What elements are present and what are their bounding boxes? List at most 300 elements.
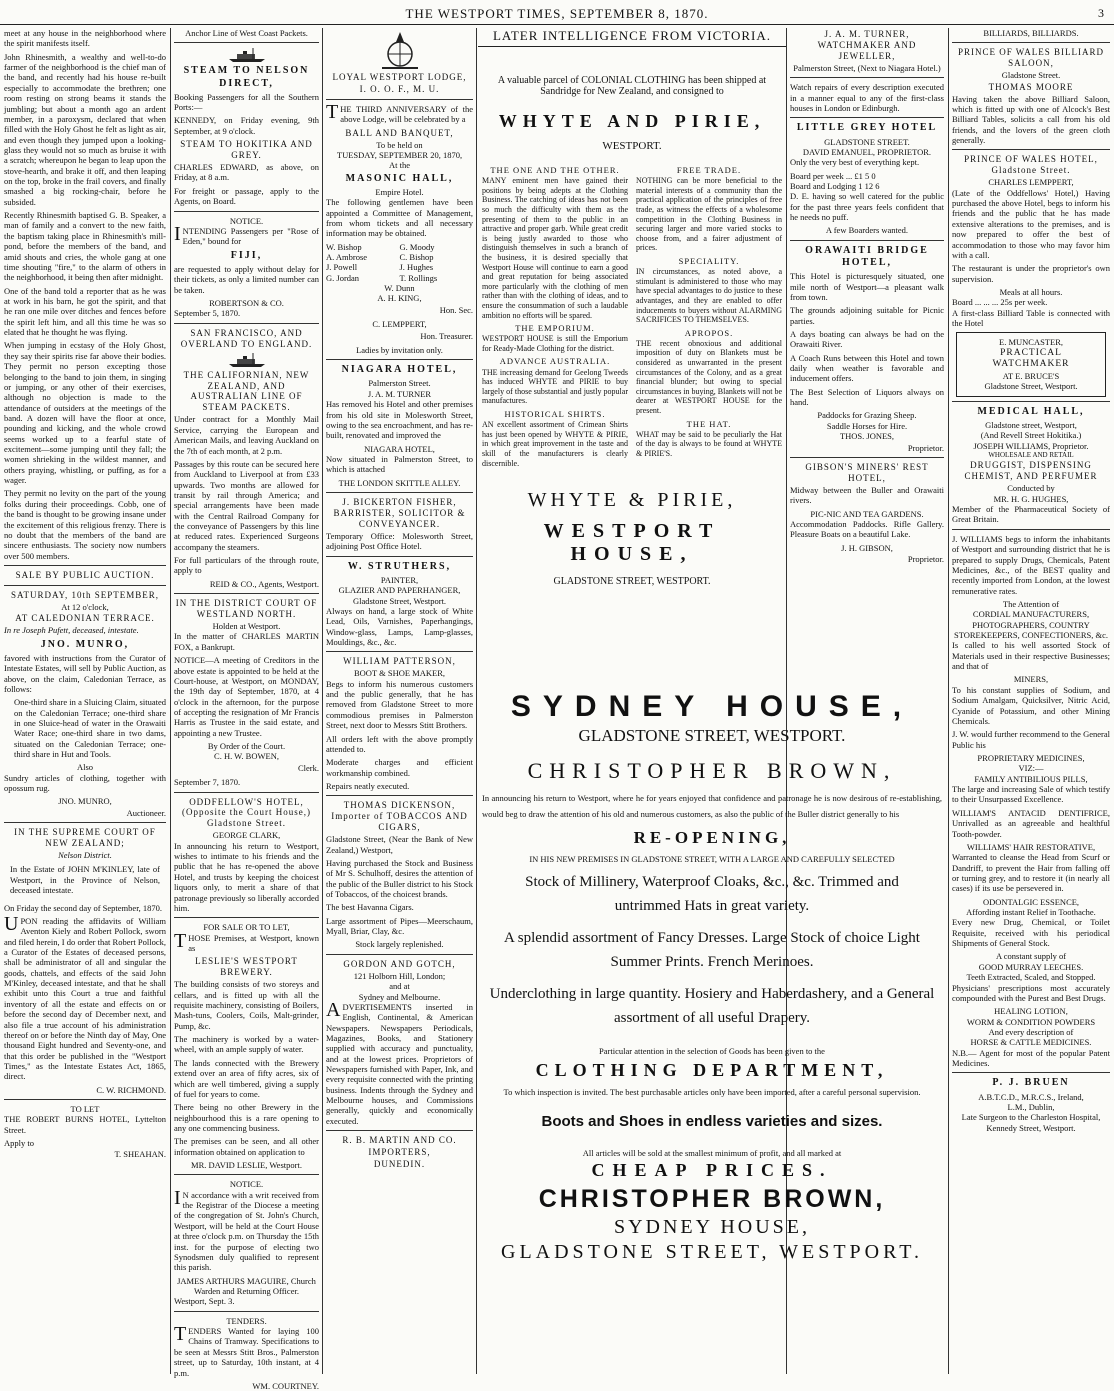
clark-name: GEORGE CLARK, — [212, 830, 281, 841]
divider — [326, 99, 473, 100]
divider — [326, 556, 473, 557]
article-heading: THE ONE AND THE OTHER. — [490, 165, 620, 175]
antacid-text: WILLIAM'S ANTACID DENTIFRICE, Unrivalled as an agreeable and healthful Tooth-powder. — [952, 807, 1110, 839]
divider — [790, 117, 944, 118]
sale-date: SATURDAY, 10th SEPTEMBER, — [10, 589, 160, 600]
article-text: THE recent obnoxious and additional imposition of duty on Blankets must be considered as unwarranted in the present circumstances of the Colony, and as a great financial blunder; but owing to special circumstances in buying, Blankets will not be dearer at WESTPORT HOUSE for the present. — [636, 338, 782, 416]
viz-label: VIZ:— — [1018, 763, 1044, 774]
niagara-hotel-name: NIAGARA HOTEL, — [364, 443, 435, 454]
courtney-signature: WM. COURTNEY. — [252, 1380, 319, 1391]
supply-label: A constant supply of — [995, 951, 1067, 962]
glazier-label: GLAZIER AND PAPERHANGER, — [338, 585, 461, 596]
lodge-heading: LOYAL WESTPORT LODGE, — [332, 72, 467, 82]
sheahan-signature: T. SHEAHAN. — [114, 1149, 166, 1160]
niagara-heading: NIAGARA HOTEL, — [341, 364, 458, 376]
cheap-prices: CHEAP PRICES. — [591, 1159, 833, 1180]
divider — [326, 651, 473, 652]
committee-names — [326, 242, 473, 283]
at-the-label: At the — [388, 160, 410, 171]
committee-name: C. Bishop — [399, 252, 434, 263]
also-label: Also — [76, 762, 94, 773]
sydney-house-name: SYDNEY HOUSE, — [613, 1215, 811, 1238]
muncaster-address: Gladstone Street, Westport. — [984, 381, 1078, 392]
sydney-address: GLADSTONE STREET, WESTPORT. — [578, 726, 846, 745]
skittle-alley: THE LONDON SKITTLE ALLEY. — [338, 477, 461, 488]
reopening-heading: RE-OPENING, — [633, 828, 791, 848]
column-rule — [948, 28, 949, 1374]
bowen-date: September 7, 1870. — [174, 777, 241, 788]
column-5 — [790, 28, 944, 1374]
committee-name: T. Rollings — [399, 272, 438, 283]
article-paragraph: They permit no levity on the part of the young folks during their proceedings. Cobb, one of the band is thought to be growing insane under the excitement of this religious frenzy. There is no doubt that the members of the band are sincere enthusiasts. The society now numbers over 500 members. — [4, 488, 166, 561]
leslie-signature: MR. DAVID LESLIE, Westport. — [191, 1160, 302, 1171]
fiji-text: are requested to apply without delay for their tickets, as only a limited number can be taken. — [174, 263, 319, 295]
gordon-text: ADVERTISEMENTS inserted in English, Continental, & American Newspapers. Newspapers Periodicals, Magazines, Books, and Stationery supplied with accuracy and punctuality, and at the lowest prices. Proprietors of Newspapers furnished with Paper, Ink, and every requisite connected with the printing business. Indents through the Sydney and Melbourne houses, and Commissions generally, quickly and economically executed. — [326, 998, 473, 1126]
seen-text: The premises can be seen, and all other information obtained on application to — [174, 1136, 319, 1157]
boots-text: Boots and Shoes in endless varieties and sizes. — [541, 1112, 883, 1130]
article-text: THE increasing demand for Geelong Tweeds has induced WHYTE and PIRIE to buy largely of those substantial and justly popular manufactures. — [482, 367, 628, 406]
havana-text: The best Havanna Cigars. — [326, 902, 414, 913]
every-label: And every description of — [988, 1026, 1074, 1037]
divider — [790, 77, 944, 78]
committee-name: A. Ambrose — [326, 252, 368, 263]
bruen-surgeon: Late Surgeon to the Charleston Hospital, — [961, 1112, 1101, 1123]
sale-time: At 12 o'clock, — [61, 601, 109, 612]
committee-name: J. Powell — [326, 262, 358, 273]
masonic-hall: MASONIC HALL, — [345, 172, 454, 184]
emanuel-text: D. E. having so well catered for the public for the past three years feels confident that he needs no puff. — [790, 191, 944, 223]
machinery-text: The machinery is worked by a water-wheel, with an ample supply of water. — [174, 1034, 319, 1055]
repairs-text: Repairs neatly executed. — [326, 780, 410, 791]
teeth-text: Teeth Extracted, Scaled, and Stopped. — [966, 972, 1096, 983]
booking-text: Booking Passengers for all the Southern Ports:— — [174, 91, 319, 113]
column-rule — [322, 28, 323, 1374]
prince-saloon-heading: PRINCE OF WALES BILLIARD SALOON, — [957, 47, 1105, 69]
westport-label: WESTPORT. — [602, 140, 662, 152]
apply-to: Apply to — [4, 1138, 34, 1149]
orders-text: All orders left with the above promptly attended to. — [326, 733, 473, 754]
medical-address: Gladstone street, Westport, — [985, 419, 1077, 430]
article-heading: THE EMPORIUM. — [515, 323, 595, 334]
freight-text: For freight or passage, apply to the Agents, on Board. — [174, 185, 319, 207]
boating-text: A days boating can always be had on the Orawaiti River. — [790, 328, 944, 350]
lands-text: The lands connected with the Brewery extend over an area of fifty acres, six of which are well timbered, giving a supply of fuel for years to come. — [174, 1057, 319, 1099]
struthers-text: Always on hand, a large stock of White Lead, Oils, Varnishes, Paperhangings, Window-glass, Lamps, Lamp-glasses, Mouldings, &c., &c. — [326, 605, 473, 648]
moderate-text: Moderate charges and efficient workmanship combined. — [326, 757, 473, 778]
steam-nelson-heading: STEAM TO NELSON DIRECT, — [183, 65, 310, 89]
palmerston-street: Palmerston Street. — [368, 378, 431, 389]
king-signature: A. H. KING, — [377, 293, 422, 304]
holden-label: Holden at Westport. — [212, 621, 281, 632]
inspection-text: To which inspection is invited. The best purchasable articles only have been imported, after a careful personal supervision. — [503, 1087, 921, 1098]
articles-right — [636, 162, 782, 471]
prescriptions-text: Physicians' prescriptions most accurately compounded with the Purest and Best Drugs. — [952, 982, 1110, 1003]
practical-watchmaker: PRACTICAL WATCHMAKER — [992, 347, 1070, 370]
clerk-label: Clerk. — [297, 762, 319, 773]
divider — [326, 1130, 473, 1131]
bruen-heading: P. J. BRUEN — [992, 1077, 1070, 1089]
niagara-text: Has removed his Hotel and other premises from his old site in Molesworth Street, owing to the sea encroachment, and has re-built, renovated and improved the — [326, 399, 473, 441]
divider — [326, 492, 473, 493]
patterson-text: Begs to inform his numerous customers and the public generally, that he has removed from Gladstone Street to more commodious premises in Palmerston Street, next door to Messrs Stitt Brothers. — [326, 678, 473, 731]
premises-text: IN HIS NEW PREMISES IN GLADSTONE STREET, WITH A LARGE AND CAREFULLY SELECTED — [529, 854, 895, 865]
brown-address: GLADSTONE STREET, WESTPORT. — [501, 1240, 923, 1263]
article-paragraph: One of the band told a reporter that as he was at work in his barn, he got the spirit, and that he ran one mile over ditches and fences before the spirit left him, and all this time he was so elated that he thought he was flying. — [4, 285, 166, 338]
lemppert-name: CHARLES LEMPPERT, — [988, 177, 1074, 188]
no-other-text: There being no other Brewery in the neighbourhood this is a rare opening to any one commencing business. — [174, 1102, 319, 1133]
anchor-line: Anchor Line of West Coast Packets. — [185, 28, 308, 38]
gordon-heading: GORDON AND GOTCH, — [343, 958, 456, 969]
painter-label: PAINTER, — [380, 574, 419, 585]
divider — [174, 792, 319, 793]
steam-hokitika-heading: STEAM TO HOKITIKA AND GREY. — [180, 139, 313, 161]
notice-heading: NOTICE. — [229, 215, 264, 226]
watch-text: Watch repairs of every description executed in a manner equal to any of the first-class houses in London or Edinburgh. — [790, 82, 944, 113]
replenished-text: Stock largely replenished. — [355, 939, 444, 950]
muncaster-box — [956, 332, 1106, 396]
grounds-text: The grounds adjoining suitable for Picnic parties. — [790, 305, 944, 326]
committee-name: G. Moody — [399, 241, 435, 252]
fancy-text: A splendid assortment of Fancy Dresses. Large Stock of choice Light Summer Prints. French Merinoes. — [504, 930, 920, 971]
divider — [326, 359, 473, 360]
ladies-note: Ladies by invitation only. — [356, 344, 443, 355]
court-signature: C. W. RICHMOND. — [96, 1084, 166, 1095]
lemppert-text: (Late of the Oddfellows' Hotel,) Having purchased the above Hotel, begs to inform his friends and the public that he has made extensive alterations to the premises, and is now prepared to offer the best of accommodation to those who may favor him with a call. — [952, 187, 1110, 260]
hokitika-address: (And Revell Street Hokitika.) — [980, 430, 1082, 441]
article-text: AN excellent assortment of Crimean Shirts has just been opened by WHYTE & PIRIE, in which great improvement in the taste and skill of the manufacturers is clearly discernible. — [482, 420, 628, 468]
kennedy-sailing: KENNEDY, on Friday evening, 9th September, at 9 o'clock. — [174, 115, 319, 136]
sydney-melbourne: Sydney and Melbourne. — [358, 991, 441, 1002]
saddle-text: Saddle Horses for Hire. — [826, 420, 908, 431]
divider — [174, 917, 319, 918]
whyte-address: GLADSTONE STREET, WESTPORT. — [553, 576, 711, 588]
patterson-heading: WILLIAM PATTERSON, — [343, 656, 456, 667]
horse-heading: HORSE & CATTLE MEDICINES. — [970, 1037, 1092, 1048]
jones-signature: THOS. JONES, — [839, 431, 895, 442]
article-text: WESTPORT HOUSE is still the Emporium for Ready-Made Clothing for the district. — [482, 334, 628, 353]
hon-treasurer-label: Hon. Treasurer. — [420, 330, 473, 341]
committee-text: The following gentlemen have been appointed a Committee of Management, from whom tickets and all necessary information may be obtained. — [326, 197, 473, 239]
and-at-label: and at — [389, 981, 410, 992]
robertson-date: September 5, 1870. — [174, 308, 241, 319]
ball-heading: BALL AND BANQUET, — [345, 127, 454, 138]
munro-list: One-third share in a Sluicing Claim, situated on the Caledonian Terrace; one-third share in one Sluice-head of water in the Orawaiti Water Race; one-third share in two dams, situated on the Caledonian Terrace; one-third share in Hut and Tools. — [14, 697, 166, 760]
divider — [174, 593, 319, 594]
article-heading: HISTORICAL SHIRTS. — [504, 409, 606, 420]
pipes-text: Large assortment of Pipes—Meerschaum, Myall, Briar, Clay, &c. — [326, 915, 473, 937]
column-2 — [174, 28, 319, 1391]
clark-text: In announcing his return to Westport, wishes to intimate to his friends and the public that he has re-opened the above Hotel, and trusts by keeping the choicest liquors only, to merit a share of that patronage previously so liberally accorded him. — [174, 840, 319, 913]
article-paragraph: John Rhinesmith, a wealthy and well-to-do farmer of the neighborhood is the chief man of the band, and recently had his house re-built especially to accommodate the brethren; one room resting on strong beams it stands the jumbling; but about a month ago an ardent member, in a paroxysm, declared that when filled with the Holy Ghost he felt as light as air, and even though they jumped upon a looking-glass they would not so much as bruise it with a scratch; whereupon he began to leap upon the stove-hearth, and brake it off, and then leaping on the top, broke in the frail covers, and finally smashed a big rocking-chair, before he subsided. — [4, 51, 166, 207]
brown-name: CHRISTOPHER BROWN, — [538, 1184, 886, 1213]
burns-hotel: THE ROBERT BURNS HOTEL, Lyttelton Street. — [4, 1114, 166, 1135]
divider — [952, 529, 1110, 530]
particulars-text: For full particulars of the through route, apply to — [174, 555, 319, 576]
called-text: Is called to his well assorted Stock of Materials used in their respective Businesses; and that of — [952, 640, 1110, 672]
committee-name: W. Dunn — [384, 283, 415, 294]
divider — [326, 954, 473, 955]
picnic-heading: PIC-NIC AND TEA GARDENS. — [810, 508, 924, 519]
recommend-text: J. W. would further recommend to the General Public his — [952, 729, 1110, 750]
divider — [4, 565, 166, 566]
munro-signature: JNO. MUNRO, — [58, 796, 112, 807]
sydney-house-heading: SYDNEY HOUSE, — [510, 690, 914, 723]
pills-text: The large and increasing Sale of which testify to their Unsurpassed Excellence. — [952, 784, 1110, 805]
importers-label: IMPORTERS, — [368, 1147, 431, 1158]
wholesale-label: WHOLESALE AND RETAIL — [988, 450, 1074, 459]
court-order-text: UPON reading the affidavits of William Aventon Kiely and Robert Pollock, sworn and filed herein, I do order that Robert Pollock, a Curator of the Estates of deceased persons, shall be administrator of all and singular the goods, chattels, and effects of the said John M'Kinley, deceased intestate, and that he shall exhibit unto this Court a true and faithful inventory of all the estate and effects on or before the second day of December next, and also file a true account of his administration thereof on or before the Ninth day of May, One thousand Eight hundred and Seventy-one, and that this order be published in the "Westport Times," as the Intestate Estates Act, 1865, direct. — [4, 912, 166, 1082]
prince-hotel-heading: PRINCE OF WALES HOTEL, Gladstone Street. — [964, 154, 1098, 176]
divider — [952, 149, 1110, 150]
boarders-wanted: A few Boarders wanted. — [825, 225, 909, 236]
miners-heading: MINERS, — [1013, 674, 1049, 685]
attention-label: The Attention of — [1002, 598, 1060, 609]
divider — [952, 401, 1110, 402]
maguire-signature: JAMES ARTHURS MAGUIRE, Church Warden and Returning Officer. — [177, 1275, 316, 1296]
steamship-icon — [227, 352, 267, 368]
writ-text: IN accordance with a writ received from the Registrar of the Diocese a meeting of the congregation of St. John's Church, Westport, will be held at the Court House at three o'clock p.m. on Thursday the 15th inst. for the purpose of electing two Synodsmen duly qualified to represent this parish. — [174, 1186, 319, 1273]
healing-heading: HEALING LOTION, — [994, 1006, 1068, 1017]
divider — [326, 795, 473, 796]
miners-text: To his constant supplies of Sodium, and Sodium Amalgam, Quicksilver, Nitric Acid, Cyanide of Potassium, and other Mining Chemicals. — [952, 684, 1110, 726]
druggist-heading: DRUGGIST, DISPENSING CHEMIST, AND PERFUMER — [964, 460, 1098, 482]
hon-sec-label: Hon. Sec. — [439, 304, 473, 315]
restorative-heading: WILLIAMS' HAIR RESTORATIVE, — [966, 841, 1096, 852]
board-week-price: Board per week ... £1 5 0 — [790, 170, 876, 181]
meals-text: Meals at all hours. — [999, 286, 1063, 297]
steamship-icon — [227, 47, 267, 63]
to-let-heading: TO LET — [70, 1104, 100, 1115]
sale-let-heading: FOR SALE OR TO LET, — [203, 922, 290, 933]
divider — [4, 585, 166, 586]
sale-in-re: In re Joseph Pufett, deceased, intestate. — [4, 625, 139, 636]
supreme-court-heading: IN THE SUPREME COURT OF NEW ZEALAND; — [14, 827, 156, 849]
district-court-heading: IN THE DISTRICT COURT OF WESTLAND NORTH. — [175, 598, 318, 620]
clothing-department: CLOTHING DEPARTMENT, — [535, 1060, 889, 1081]
bruce-label: AT E. BRUCE'S — [1002, 370, 1060, 381]
billiard-table-text: A first-class Billiard Table is connected with the Hotel — [952, 307, 1110, 329]
whyte-pirie-name: WHYTE & PIRIE, — [527, 489, 737, 512]
whyte-articles — [478, 162, 786, 471]
munro-heading: JNO. MUNRO, — [40, 638, 130, 650]
affording-text: Affording instant Relief in Toothache. — [966, 907, 1096, 918]
bootmaker-label: BOOT & SHOE MAKER, — [354, 668, 445, 679]
divider — [790, 457, 944, 458]
tenders-text: TENDERS Wanted for laying 100 Chains of Tramway. Specifications to be seen at Messrs Stitt Bros., Palmerston street, up to Saturday, 10th instant, at 4 p.m. — [174, 1323, 319, 1378]
sundry-articles: Sundry articles of clothing, together with opossum rug. — [4, 772, 166, 794]
article-heading: FREE TRADE. — [676, 165, 742, 175]
article-text: IN circumstances, as noted above, a stimulant is administered to those who may have special advantages to do justice to these advantages, and they are enabled to offer inducements to buyers without ALARMING SACRIFICES TO THEMSELVES. — [636, 267, 782, 325]
later-intelligence-heading: LATER INTELLIGENCE FROM VICTORIA. — [478, 28, 786, 47]
page-number: 3 — [1098, 6, 1104, 20]
bruen-address: Kennedy Street, Westport. — [986, 1122, 1076, 1133]
article-text: NOTHING can be more beneficial to the material interests of a community than the practical application of the principles of free trade, as witness the effects of a wholesome competition in the Clothing Business in securing larger and more varied stocks to choose from, and a fairer adjustment of prices. — [636, 176, 782, 253]
creditors-notice: NOTICE—A meeting of Creditors in the above estate is appointed to be held at the Court-house, at Westport, on MONDAY, the 19th day of September, 1870, at 4 o'clock in the afternoon, for the purpose of accepting the resignation of Mr Francis Harris as Trustee in the said estate, and appointing a new Trustee. — [174, 655, 319, 738]
bankrupt-matter: In the matter of CHARLES MARTIN FOX, a Bankrupt. — [174, 631, 319, 652]
dickenson-heading: THOMAS DICKENSON, Importer of TOBACCOS AND CIGARS, — [331, 800, 468, 833]
brown-heading: CHRISTOPHER BROWN, — [527, 758, 897, 783]
divider — [174, 1311, 319, 1312]
article-text: MANY eminent men have gained their positions by being adepts at the Clothing Business. The catching of ideas has not been so much the difficulty with them as the presenting of them to the public in an attractive and proper garb. While great credit is being justly awarded to those who distinguish themselves in such a branch of the business, it is desired specially that Westport House will continue to earn a good and great reputation for being associated more particularly with the clothing of men rather than with the clothing of ideas, and to ensure the consummation of such a laudable ambition no efforts will be spared. — [482, 176, 628, 320]
edward-sailing: CHARLES EDWARD, as above, on Friday, at 8 a.m. — [174, 162, 319, 183]
divider — [790, 240, 944, 241]
only-best-text: Only the very best of everything kept. — [790, 157, 920, 168]
newspaper-title: THE WESTPORT TIMES, SEPTEMBER 8, 1870. — [405, 6, 709, 21]
board-lodging-price: Board and Lodging 1 12 6 — [790, 180, 880, 191]
particular-text: Particular attention in the selection of Goods has been given to the — [599, 1046, 825, 1057]
paddocks-text: Paddocks for Grazing Sheep. — [817, 410, 917, 421]
bowen-signature: C. H. W. BOWEN, — [214, 751, 279, 762]
dickenson-address: Gladstone Street, (Near the Bank of New Zealand,) Westport, — [326, 834, 473, 855]
intending-text: INTENDING Passengers per "Rose of Eden," bound for — [174, 222, 319, 247]
divider — [174, 1174, 319, 1175]
tenders-heading: TENDERS. — [226, 1315, 267, 1326]
court-date: On Friday the second day of September, 1870. — [4, 902, 163, 913]
masthead — [0, 0, 1114, 25]
westport-house: WESTPORT HOUSE, — [543, 520, 721, 566]
column-1 — [4, 28, 166, 1374]
fiji-heading: FIJI, — [230, 249, 263, 261]
column-rule — [476, 28, 477, 1374]
article-paragraph: meet at any house in the neighborhood where the spirit manifests itself. — [4, 28, 166, 49]
struthers-heading: W. STRUTHERS, — [347, 560, 452, 572]
oddfellows-heading: ODDFELLOW'S HOTEL, (Opposite the Court House,) Gladstone Street. — [182, 796, 311, 829]
article-text: WHAT may be said to be peculiarly the Hat of the day is always to be found at WHYTE & PIRIE'S. — [636, 429, 782, 458]
member-text: Member of the Pharmaceutical Society of Great Britain. — [952, 504, 1110, 525]
under-text: Underclothing in large quantity. Hosiery and Haberdashery, and a General assortment of all useful Drapery. — [489, 986, 935, 1027]
parcel-text: A valuable parcel of COLONIAL CLOTHING has been shipped at Sandridge for New Zealand, and consigned to — [497, 75, 767, 97]
robertson-signature: ROBERTSON & CO. — [209, 297, 284, 308]
maguire-date: Westport, Sept. 3. — [174, 1296, 235, 1307]
situated-text: Now situated in Palmerston Street, to which is attached — [326, 453, 473, 475]
committee-name: J. Hughes — [399, 262, 434, 273]
struthers-address: Gladstone Street, Westport. — [352, 595, 447, 606]
martin-heading: R. B. MARTIN AND CO. — [342, 1135, 457, 1146]
tuesday-date: TUESDAY, SEPTEMBER 20, 1870, — [336, 149, 463, 160]
all-articles-text: All articles will be sold at the smallest minimum of profit, and all marked at — [582, 1147, 842, 1158]
anniversary-text: THE THIRD ANNIVERSARY of the above Lodge, will be celebrated by a — [326, 100, 473, 125]
divider — [174, 42, 319, 43]
auctioneer-label: Auctioneer. — [126, 807, 166, 818]
drug-text: Every new Drug, Chemical, or Toilet Requisite, received with his periodical Shipments of General Stock. — [952, 917, 1110, 949]
proprietor-label: Proprietor. — [907, 442, 944, 453]
turner-heading: J. A. M. TURNER, WATCHMAKER AND JEWELLER, — [817, 29, 917, 61]
premises-text: THOSE Premises, at Westport, known as — [174, 929, 319, 953]
leeches-heading: GOOD MURRAY LEECHES. — [978, 961, 1084, 972]
board-price: Board ... ... ... 25s per week. — [952, 297, 1048, 308]
divider — [952, 42, 1110, 43]
saloon-address: Gladstone Street. — [1001, 70, 1061, 81]
bruen-qualifications: A.B.T.C.D., M.R.C.S., Ireland, — [978, 1091, 1084, 1102]
dickenson-text: Having purchased the Stock and Business of Mr S. Schulhoff, desires the attention of the public of the Buller district to his Stock of Tobaccos, of the choicest brands. — [326, 857, 473, 900]
article-paragraph: Recently Rhinesmith baptised G. B. Speaker, a man of family and a convert to the new faith, the baptism taking place in Rhinesmith's mill-pond, before the members of the band, and amid shouts and cries, the whole gang at one time shouting "fire," to the alarm of others in the neighborhood, it being then after midnight. — [4, 210, 166, 283]
court-district: Nelson District. — [58, 850, 112, 861]
sale-title: SALE BY PUBLIC AUCTION. — [15, 569, 155, 580]
fisher-heading: J. BICKERTON FISHER, BARRISTER, SOLICITOR & CONVEYANCER. — [333, 497, 466, 529]
turner-name: J. A. M. TURNER — [367, 388, 432, 399]
whyte-pirie-heading: WHYTE AND PIRIE, — [498, 111, 766, 131]
held-label: To be held on — [376, 139, 423, 150]
hughes-name: MR. H. G. HUGHES, — [993, 493, 1069, 504]
column-3 — [326, 28, 473, 1374]
by-order: By Order of the Court. — [207, 741, 286, 752]
bruen-lm: L.M., Dublin, — [1007, 1101, 1055, 1112]
san-francisco-heading: SAN FRANCISCO, AND OVERLAND TO ENGLAND. — [180, 327, 313, 349]
divider — [4, 822, 166, 823]
divider — [174, 211, 319, 212]
conducted-label: Conducted by — [1007, 483, 1055, 494]
committee-name: G. Jordan — [326, 272, 360, 283]
cordial-heading: CORDIAL MANUFACTURERS, PHOTOGRAPHERS, COUNTRY STOREKEEPERS, CONFECTIONERS, &c. — [953, 609, 1109, 641]
emanuel-name: DAVID EMANUEL, PROPRIETOR. — [802, 146, 932, 157]
proprietary-heading: PROPRIETARY MEDICINES, — [977, 752, 1085, 763]
court-estate: In the Estate of JOHN M'KINLEY, late of Westport, in the Province of Nelson, deceased intestate. — [10, 864, 160, 896]
article-heading: APROPOS. — [684, 327, 734, 338]
californian-heading: THE CALIFORNIAN, NEW ZEALAND, AND AUSTRALIAN LINE OF STEAM PACKETS. — [183, 369, 310, 413]
brewery-text: The building consists of two storeys and cellars, and is fitted up with all the requisite machinery, consisting of Boilers, Mash-tuns, Coolers, Coils, Malt-grinder, Pump, &c. — [174, 979, 319, 1031]
column-6 — [952, 28, 1110, 1374]
restorative-text: Warranted to cleanse the Head from Scurf or Dandriff, to prevent the Hair from falling off or turning grey, and to restore it (in nearly all cases) if its use be persevered in. — [952, 852, 1110, 894]
sale-place: AT CALEDONIAN TERRACE. — [15, 613, 155, 624]
liquors-text: The Best Selection of Liquors always on hand. — [790, 386, 944, 408]
iooof-heading: I. O. O. F., M. U. — [359, 83, 440, 94]
coach-text: A Coach Runs between this Hotel and town daily when weather is favorable and inducement offers. — [790, 352, 944, 384]
stock-text: Stock of Millinery, Waterproof Cloaks, &c., &c. Trimmed and untrimmed Hats in great variety. — [525, 874, 899, 915]
notice2-heading: NOTICE. — [229, 1179, 264, 1190]
restaurant-text: The restaurant is under the proprietor's own supervision. — [952, 263, 1110, 284]
little-grey-address: GLADSTONE STREET. — [824, 136, 910, 147]
empire-hotel: Empire Hotel. — [375, 186, 424, 197]
dunedin-label: DUNEDIN. — [373, 1159, 426, 1170]
turner-address: Palmerston Street, (Next to Niagara Hotel.) — [793, 62, 941, 73]
little-grey-heading: LITTLE GREY HOTEL — [796, 122, 938, 134]
divider — [952, 1072, 1110, 1073]
moore-name: THOMAS MOORE — [988, 81, 1074, 92]
gibson-proprietor: Proprietor. — [907, 553, 944, 564]
williams-proprietor: JOSEPH WILLIAMS, Proprietor. — [973, 440, 1089, 451]
brewery-heading: LESLIE'S WESTPORT BREWERY. — [195, 956, 298, 978]
accommodation-text: Accommodation Paddocks. Rifle Gallery. Pleasure Boats on a beautiful Lake. — [790, 518, 944, 540]
medical-hall-heading: MEDICAL HALL, — [977, 405, 1085, 417]
californian-text: Under contract for a Monthly Mail Service, carrying the European and American Mails, and leaving Auckland on the 7th of each month, at 2 p.m. — [174, 414, 319, 456]
article-heading: SPECIALITY. — [678, 255, 740, 266]
worm-heading: WORM & CONDITION POWDERS — [966, 1016, 1096, 1027]
moore-text: Having taken the above Billiard Saloon, which is fitted up with one of Alcock's Best Billiard Tables, solicits a call from his old friends, and the lovers of the green cloth generally. — [952, 93, 1110, 146]
passages-text: Passages by this route can be secured here from Auckland to Liverpool at from £33 upwards. Two months are allowed for transit by rail through America; and special arrangements have been made with the Central Railroad Company for the conveyance of Passengers by this line at reduced rates. Experienced Surgeons accompany the steamers. — [174, 458, 319, 552]
article-heading: ADVANCE AUSTRALIA. — [499, 356, 611, 367]
article-paragraph: When jumping in ecstasy of the Holy Ghost, they say their spirits rise far above their bodies. They permit no person excepting those belonging to the band to join them, in singing or jumping, or any other of their exercises, although no objection is made to the attendance of outsiders at the meetings of the band. A dozen will have the floor at once, pounding and kicking, and the whole crowd seems worked up to a fearful state of excitement—some jumping until they fall; the women shrieking in the wildest manner, and others praying, whistling, or puffing, as for a wager. — [4, 340, 166, 486]
billiards-heading: BILLIARDS, BILLIARDS. — [983, 28, 1079, 38]
munro-text: favored with instructions from the Curator of Intestate Estates, will sell by Public Auction, as above, on the claim, Caledonian Terrace, as follows: — [4, 652, 166, 694]
orawaiti-heading: ORAWAITI BRIDGE HOTEL, — [805, 244, 929, 268]
divider — [174, 323, 319, 324]
divider — [4, 1099, 166, 1100]
reid-signature: REID & CO., Agents, Westport. — [209, 578, 319, 589]
article-heading: THE HAT. — [686, 418, 732, 429]
articles-left — [482, 162, 628, 471]
holborn-address: 121 Holborn Hill, London; — [353, 970, 446, 981]
column-rule — [170, 28, 171, 1374]
midway-text: Midway between the Buller and Orawaiti rivers. — [790, 484, 944, 506]
lemppert-signature: C. LEMPPERT, — [372, 319, 427, 330]
fisher-office: Temporary Office: Molesworth Street, adjoining Post Office Hotel. — [326, 530, 473, 552]
committee-name: W. Bishop — [326, 241, 362, 252]
gibson-signature: J. H. GIBSON, — [841, 542, 893, 553]
lodge-emblem-icon — [378, 30, 422, 70]
pills-heading: FAMILY ANTIBILIOUS PILLS, — [974, 773, 1088, 784]
muncaster-name: E. MUNCASTER, — [999, 337, 1063, 348]
gibson-heading: GIBSON'S MINERS' REST HOTEL, — [805, 461, 929, 483]
